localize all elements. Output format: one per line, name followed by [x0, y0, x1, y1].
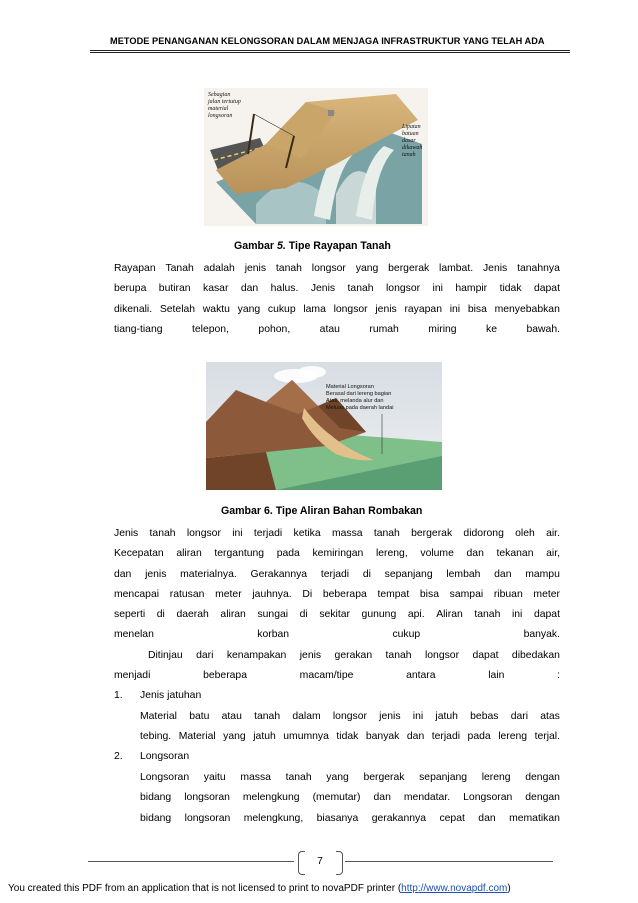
- fig5-label-right-3: dasar: [402, 138, 416, 144]
- word: jauhnya.: [252, 588, 292, 600]
- header-rule: [90, 50, 570, 51]
- word: bergerak: [363, 772, 405, 783]
- word: adalah: [203, 263, 235, 274]
- word: dibedakan: [511, 650, 560, 661]
- word: yang: [237, 303, 261, 315]
- text-line: menjadi beberapa macam/tipe antara lain :: [114, 670, 560, 682]
- word: kasar: [203, 283, 229, 295]
- paragraph-ditinjau: [114, 646, 560, 687]
- word: atas: [540, 711, 560, 722]
- fig5-label-right-1: Lipatan: [402, 124, 421, 130]
- word: mampu: [525, 568, 560, 580]
- page-number: 7: [317, 856, 323, 867]
- novapdf-link[interactable]: http://www.novapdf.com: [401, 883, 508, 894]
- word: jenis: [379, 711, 401, 722]
- word: Jenis: [310, 283, 336, 295]
- word: tergantung: [214, 548, 265, 560]
- caption-prefix: Gambar: [234, 240, 277, 252]
- text-line: tiang-tiang telepon, pohon, atau rumah miring ke bawah.: [114, 323, 560, 335]
- word: terjadi: [253, 528, 283, 539]
- word: ini: [432, 283, 443, 295]
- word: sepanjang: [419, 772, 468, 783]
- footer-rule-left: [88, 861, 294, 862]
- word: jenis: [299, 650, 322, 661]
- word: jenis: [375, 303, 397, 315]
- word: butiran: [158, 283, 191, 295]
- word: Kecepatan: [114, 548, 164, 560]
- novapdf-close: ): [507, 883, 511, 894]
- word: kenampakan: [226, 650, 287, 661]
- word: dan: [373, 792, 391, 804]
- text-line: [140, 707, 560, 727]
- text-line: [114, 300, 560, 320]
- text-line: [114, 544, 560, 564]
- word: yang: [355, 263, 379, 274]
- word: dengan: [525, 792, 560, 804]
- word: Gerakannya: [250, 568, 308, 580]
- text-line: menelan korban cukup banyak.: [114, 629, 560, 641]
- word: (memutar): [312, 792, 361, 804]
- word: lereng,: [375, 548, 408, 560]
- text-line: [114, 565, 560, 585]
- word: tanah: [385, 650, 412, 661]
- word: lambat.: [439, 263, 474, 274]
- word: Tanah: [165, 263, 194, 274]
- word: Di: [302, 588, 313, 600]
- word: pada: [276, 548, 300, 560]
- word: berupa: [114, 283, 147, 295]
- word: dan: [494, 568, 512, 580]
- page-number-bracket-right: [336, 851, 343, 875]
- novapdf-notice: [8, 883, 511, 894]
- word: sampai: [449, 588, 484, 600]
- word: massa: [240, 772, 271, 783]
- word: bidang: [140, 792, 172, 804]
- word: ratusan: [169, 588, 205, 600]
- word: di: [299, 609, 308, 621]
- word: biasanya: [316, 812, 359, 824]
- fig5-label-left-4: longsoran: [208, 113, 233, 119]
- text-line: [140, 788, 560, 808]
- word: bisa: [419, 588, 439, 600]
- text-line: [114, 605, 560, 625]
- text-line: [114, 279, 560, 299]
- figure-6-caption: Gambar 6. Tipe Aliran Bahan Rombakan: [221, 505, 423, 517]
- word: api.: [407, 609, 425, 621]
- word: lereng: [481, 772, 511, 783]
- word: gerakan: [334, 650, 373, 661]
- word: air.: [546, 528, 560, 539]
- word: sekitar: [319, 609, 350, 621]
- word: air,: [546, 548, 560, 560]
- figure-6-illustration: [206, 362, 442, 490]
- word: dari: [196, 650, 214, 661]
- list-item-body: [140, 768, 560, 829]
- fig5-label-right-4: dikawah: [402, 145, 423, 151]
- word: tanah: [149, 528, 176, 539]
- word: meter: [215, 588, 242, 600]
- novapdf-text: You created this PDF from an application that is not licensed to print to novaPDF printer (: [8, 883, 402, 894]
- word: dan: [240, 283, 259, 295]
- word: bidang: [140, 812, 172, 824]
- word: Setelah: [159, 303, 196, 315]
- word: daerah: [176, 609, 209, 621]
- word: Ditinjau: [148, 650, 183, 661]
- word: Rayapan: [114, 263, 156, 274]
- word: materialnya.: [180, 568, 237, 580]
- word: seperti: [114, 609, 146, 621]
- word: kemiringan: [312, 548, 364, 560]
- word: tekanan: [496, 548, 534, 560]
- word: cepat: [439, 812, 465, 824]
- word: atau: [221, 711, 242, 722]
- fig5-label-right-2: batuan: [402, 131, 419, 137]
- word: meter: [533, 588, 560, 600]
- word: tanah: [285, 772, 312, 783]
- word: bergerak: [411, 528, 453, 539]
- header-title: METODE PENANGANAN KELONGSORAN DALAM MENJAGA INFRASTRUKTUR YANG TELAH ADA: [110, 36, 545, 46]
- figure-5-caption: [234, 240, 391, 252]
- caption-text: Tipe Rayapan Tanah: [285, 240, 391, 252]
- word: dan: [114, 568, 132, 580]
- word: tanah: [373, 528, 400, 539]
- text-line: [114, 259, 560, 279]
- word: jatuh: [435, 711, 458, 722]
- word: oleh: [515, 528, 535, 539]
- word: jenis: [145, 568, 167, 580]
- word: terjadi: [320, 568, 350, 580]
- word: mencapai: [114, 588, 160, 600]
- list-item-title: Jenis jatuhan: [140, 690, 202, 701]
- word: aliran: [220, 609, 246, 621]
- word: dengan: [525, 772, 560, 783]
- word: aliran: [176, 548, 202, 560]
- word: dari: [510, 711, 529, 722]
- word: melengkung,: [243, 812, 304, 824]
- word: volume: [420, 548, 454, 560]
- fig5-label-left-3: material: [208, 106, 229, 112]
- text-line: [114, 524, 560, 544]
- list-item-title: Longsoran: [140, 751, 190, 762]
- word: bisa: [467, 303, 487, 315]
- word: sepanjang: [384, 568, 433, 580]
- word: Longsoran: [140, 772, 190, 783]
- word: hampir: [455, 283, 488, 295]
- word: Material: [140, 711, 177, 722]
- word: tanah: [254, 711, 281, 722]
- word: rayapan: [404, 303, 442, 315]
- fig5-label-left-2: jalan tertutup: [208, 99, 241, 105]
- paragraph-rayapan-tanah: [114, 259, 560, 340]
- fig6-label-1: Material Longsoran: [326, 384, 374, 390]
- word: ribuan: [493, 588, 523, 600]
- word: lembah: [446, 568, 481, 580]
- word: longsor: [385, 283, 421, 295]
- list-item-number: 2.: [114, 751, 123, 762]
- word: tanah: [474, 609, 501, 621]
- word: waktu: [202, 303, 230, 315]
- word: beberapa: [322, 588, 367, 600]
- word: Jenis: [482, 263, 508, 274]
- word: di: [156, 609, 165, 621]
- word: dapat: [472, 650, 499, 661]
- word: dikenali.: [114, 303, 153, 315]
- text-line: [114, 585, 560, 605]
- word: di: [362, 568, 371, 580]
- word: dapat: [533, 609, 560, 621]
- word: halus.: [270, 283, 299, 295]
- text-line: [140, 768, 560, 788]
- word: yaitu: [203, 772, 226, 783]
- word: tanah: [347, 283, 374, 295]
- word: tempat: [377, 588, 410, 600]
- word: ketika: [293, 528, 321, 539]
- word: menyebabkan: [494, 303, 560, 315]
- text-line: [114, 646, 560, 666]
- word: dan: [478, 812, 496, 824]
- word: ini: [412, 711, 424, 722]
- fig6-label-3: Atas, melanda alur dan: [326, 398, 384, 404]
- list-item-body: [140, 707, 560, 748]
- word: longsor: [332, 711, 367, 722]
- word: bebas: [470, 711, 499, 722]
- list-item-number: 1.: [114, 690, 123, 701]
- word: mendatar.: [403, 792, 451, 804]
- word: Longsoran: [463, 792, 513, 804]
- word: dan: [466, 548, 484, 560]
- word: gunung: [361, 609, 397, 621]
- word: mematikan: [509, 812, 560, 824]
- word: longsoran: [184, 812, 231, 824]
- word: gerakannya: [371, 812, 426, 824]
- word: melengkung: [242, 792, 300, 804]
- word: longsor: [186, 528, 221, 539]
- word: dalam: [292, 711, 321, 722]
- footer-rule-right: [345, 861, 553, 862]
- word: massa: [331, 528, 363, 539]
- word: sungai: [257, 609, 289, 621]
- word: yang: [326, 772, 349, 783]
- figure-5-illustration: [196, 84, 444, 230]
- word: ini: [449, 303, 461, 315]
- word: tidak: [499, 283, 522, 295]
- word: Jenis: [114, 528, 139, 539]
- word: lama: [303, 303, 326, 315]
- word: batu: [189, 711, 210, 722]
- text-line: [140, 809, 560, 829]
- caption-number: 5.: [276, 240, 286, 252]
- word: longsoran: [184, 792, 230, 804]
- fig5-label-left-1: Sebagian: [208, 92, 231, 98]
- word: tanahnya: [517, 263, 560, 274]
- paragraph-aliran-bahan-rombakan: [114, 524, 560, 646]
- word: dapat: [533, 283, 560, 295]
- word: jenis: [244, 263, 267, 274]
- word: ini: [511, 609, 523, 621]
- text-line: tebing. Material yang jatuh umumnya tidak banyak dan terjadi pada lereng terjal.: [140, 731, 560, 743]
- word: bergerak: [388, 263, 430, 274]
- fig6-label-4: Meluas pada daerah landai: [326, 405, 394, 411]
- word: longsor: [424, 650, 460, 661]
- fig6-label-2: Berasal dari lereng bagian: [326, 391, 392, 397]
- word: didorong: [463, 528, 504, 539]
- fig5-label-right-5: tanah: [402, 152, 416, 158]
- word: longsor: [311, 263, 346, 274]
- header-rule-thin: [90, 52, 570, 53]
- word: longsor: [333, 303, 368, 315]
- word: tanah: [275, 263, 302, 274]
- word: Aliran: [436, 609, 463, 621]
- word: ini: [232, 528, 243, 539]
- word: cukup: [267, 303, 296, 315]
